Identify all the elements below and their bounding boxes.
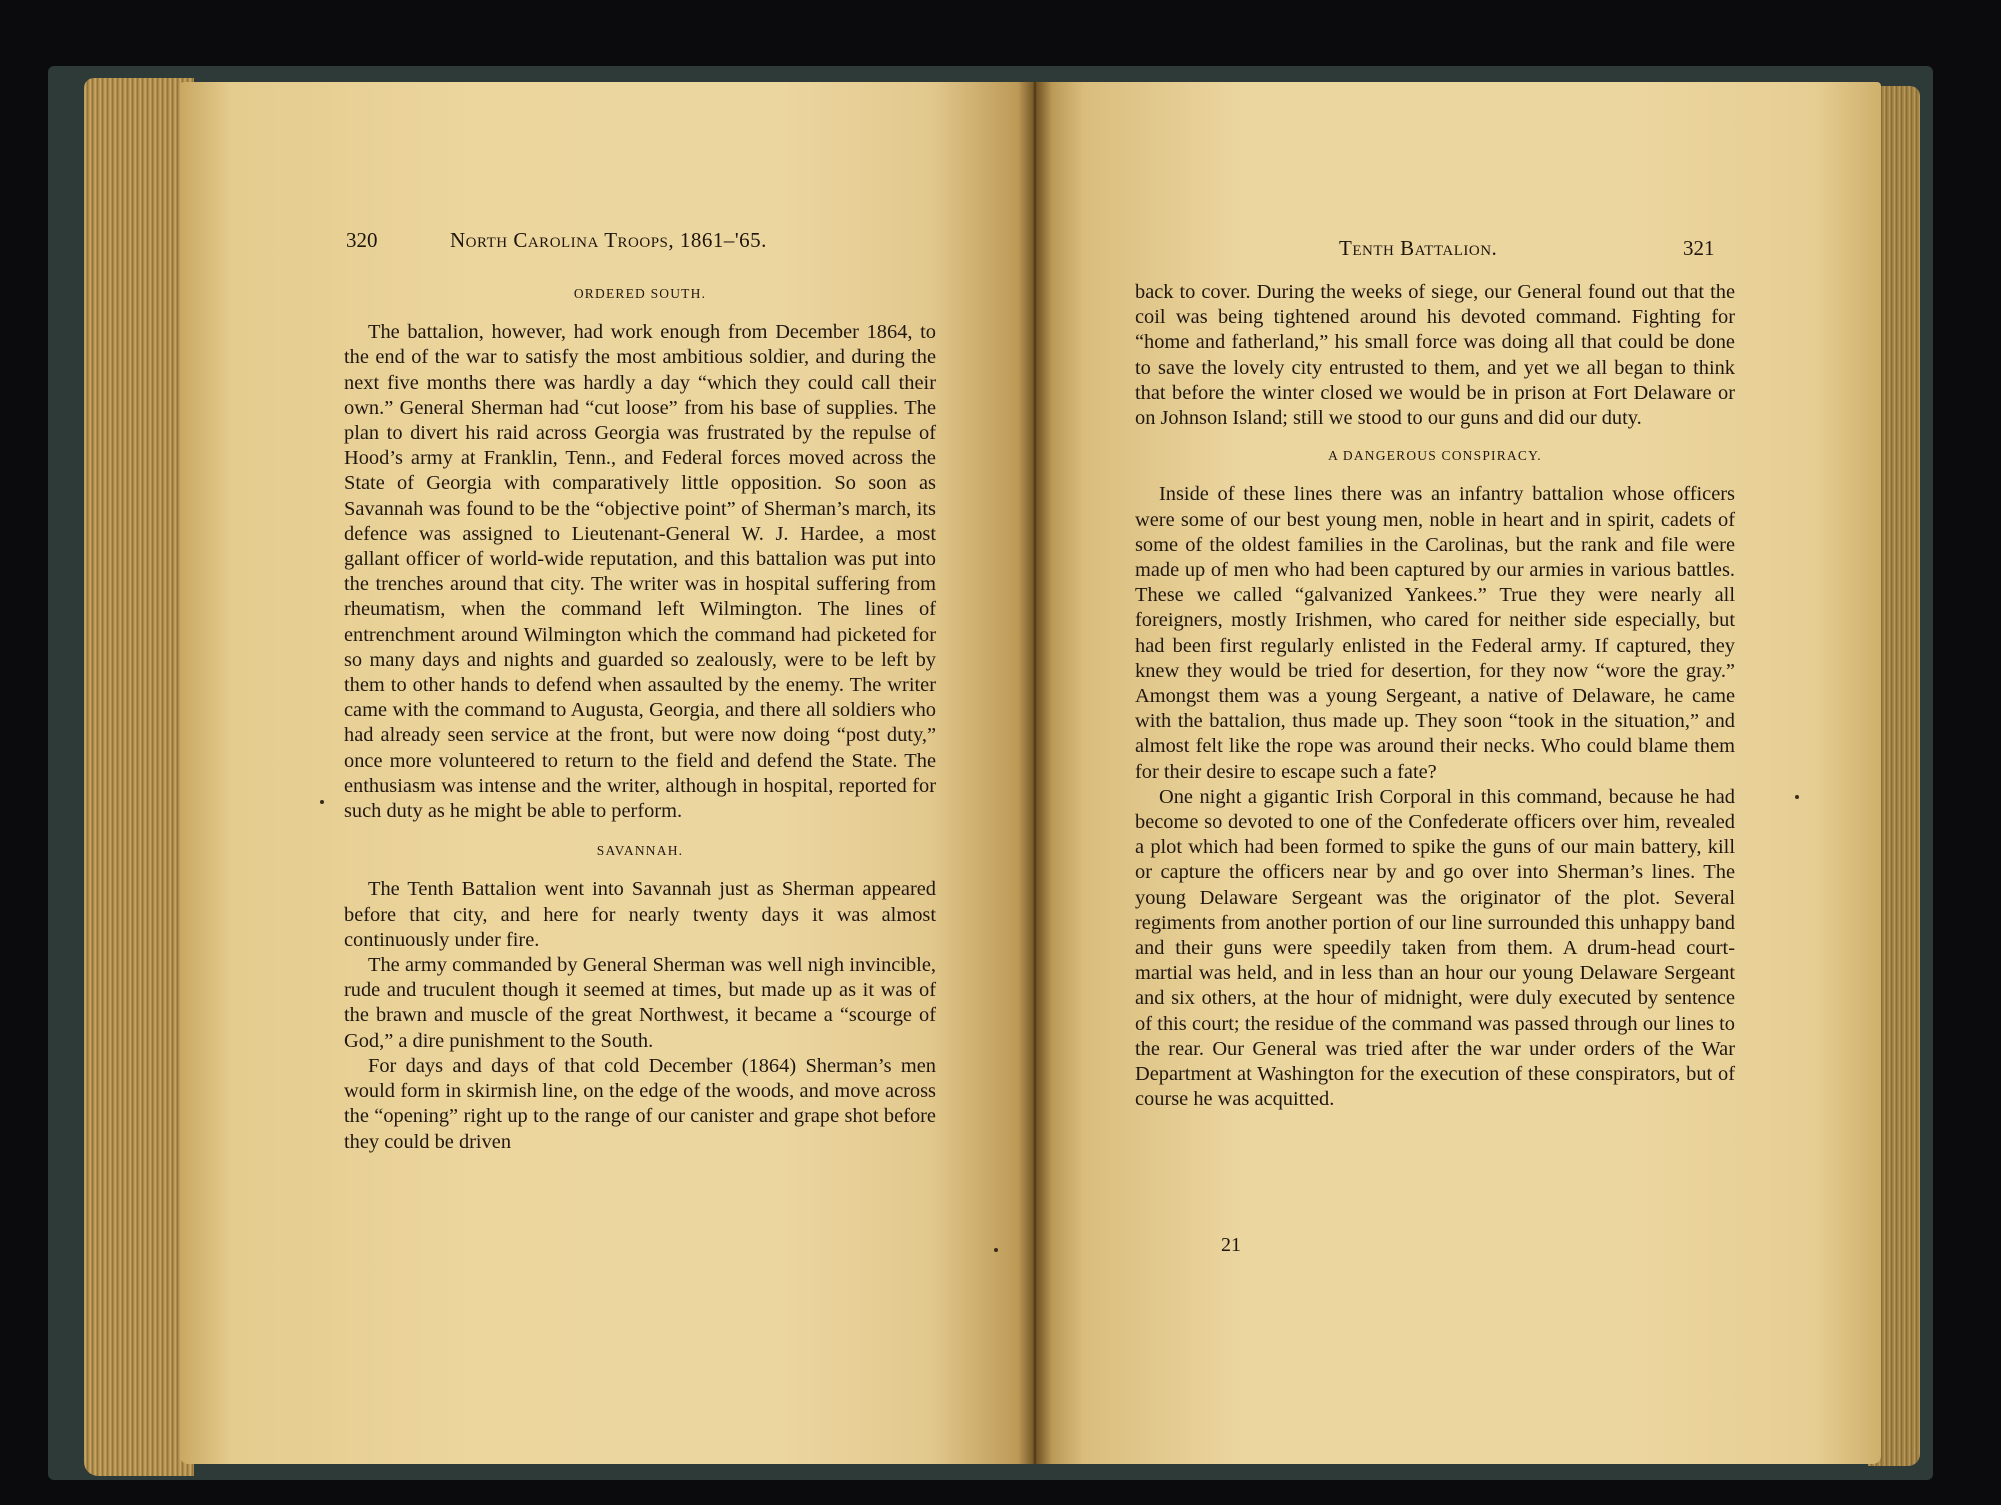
- book-gutter: [1018, 82, 1052, 1464]
- left-page: [180, 82, 1033, 1464]
- signature-mark: 21: [1221, 1234, 1241, 1256]
- paragraph: The Tenth Battalion went into Savannah just as Sherman appeared before that city, and here for nearly twenty days it was almost continuously under fire.: [344, 878, 936, 951]
- paragraph: Inside of these lines there was an infantry battalion whose officers were some of our best young men, noble in heart and in spirit, cadets of some of the oldest families in the Carolinas, but the rank and file were made up of men who had been captured by our armies in various battles. These we called “galvanized Yankees.” True they were nearly all foreigners, mostly Irishmen, who cared for neither side especially, but had been first regularly enlisted in the Federal army. If captured, they knew they would be tried for desertion, for they now “wore the gray.” Amongst them was a young Sergeant, a native of Delaware, he came with the battalion, thus made up. They soon “took in the situation,” and almost felt like the rope was around their necks. Who could blame them for their desire to escape such a fate?: [1135, 483, 1735, 783]
- paragraph: back to cover. During the weeks of siege, our General found out that the coil was being tightened around his devoted command. Fighting for “home and fatherland,” his small force was doing all that could be done to save the lovely city entrusted to them, and yet we all began to think that before the winter closed we would be in prison at Fort Delaware or on Johnson Island; still we stood to our guns and did our duty.: [1135, 281, 1735, 430]
- paper-speck: [320, 800, 324, 804]
- section-heading: SAVANNAH.: [596, 843, 684, 859]
- paragraph: The army commanded by General Sherman was well nigh invincible, rude and truculent though it seemed at times, but made up as it was of the brawn and muscle of the great Northwest, it became a “scourge of God,” a dire punishment to the South.: [344, 954, 936, 1052]
- paper-speck: [1795, 795, 1799, 799]
- right-page: [1033, 82, 1881, 1464]
- section-heading: A DANGEROUS CONSPIRACY.: [1328, 448, 1542, 464]
- paragraph: The battalion, however, had work enough from December 1864, to the end of the war to satisfy the most ambitious soldier, and during the next five months there was hardly a day “which they could call their own.” General Sherman had “cut loose” from his base of supplies. The plan to divert his raid across Georgia was frustrated by the repulse of Hood’s army at Franklin, Tenn., and Federal forces moved across the State of Georgia with comparatively little opposition. So soon as Savannah was found to be the “objective point” of Sherman’s march, its defence was assigned to Lieutenant-General W. J. Hardee, a most gallant officer of world-wide reputation, and this battalion was put into the trenches around that city. The writer was in hospital suffering from rheumatism, when the command left Wilmington. The lines of entrenchment around Wilmington which the command had picketed for so many days and nights and guarded so zealously, were to be left by them to other hands to defend when assaulted by the enemy. The writer came with the command to Augusta, Georgia, and there all soldiers who had already seen service at the front, but were now doing “post duty,” once more volunteered to return to the field and defend the State. The enthusiasm was intense and the writer, although in hospital, reported for such duty as he might be able to perform.: [344, 321, 936, 823]
- left-page-number: 320: [346, 228, 378, 252]
- right-running-head: Tenth Battalion.: [1339, 236, 1498, 260]
- paragraph: One night a gigantic Irish Corporal in this command, because he had become so devoted to one of the Confederate officers over him, revealed a plot which had been formed to spike the guns of our main battery, kill or capture the officers near by and go over into Sherman’s lines. The young Delaware Sergeant was the originator of the plot. Several regiments from another portion of our line surrounded this unhappy band and their guns were speedily taken from them. A drum-head court-martial was held, and in less than an hour our young Delaware Sergeant and six others, at the hour of midnight, were duly executed by sentence of this court; the residue of the command was passed through our lines to the rear. Our General was tried after the war under orders of the War Department at Washington for the execution of these conspirators, but of course he was acquitted.: [1135, 785, 1735, 1111]
- right-page-body: [1135, 280, 1735, 1113]
- page-edges-left: [84, 78, 194, 1476]
- left-running-head: North Carolina Troops, 1861–'65.: [450, 228, 767, 252]
- paper-speck: [994, 1248, 998, 1252]
- left-page-body: [344, 272, 936, 1155]
- paragraph: For days and days of that cold December (1864) Sherman’s men would form in skirmish line, on the edge of the woods, and move across the “opening” right up to the range of our canister and grape shot before they could be driven: [344, 1054, 936, 1153]
- right-page-number: 321: [1683, 236, 1715, 260]
- section-heading: ORDERED SOUTH.: [573, 286, 707, 301]
